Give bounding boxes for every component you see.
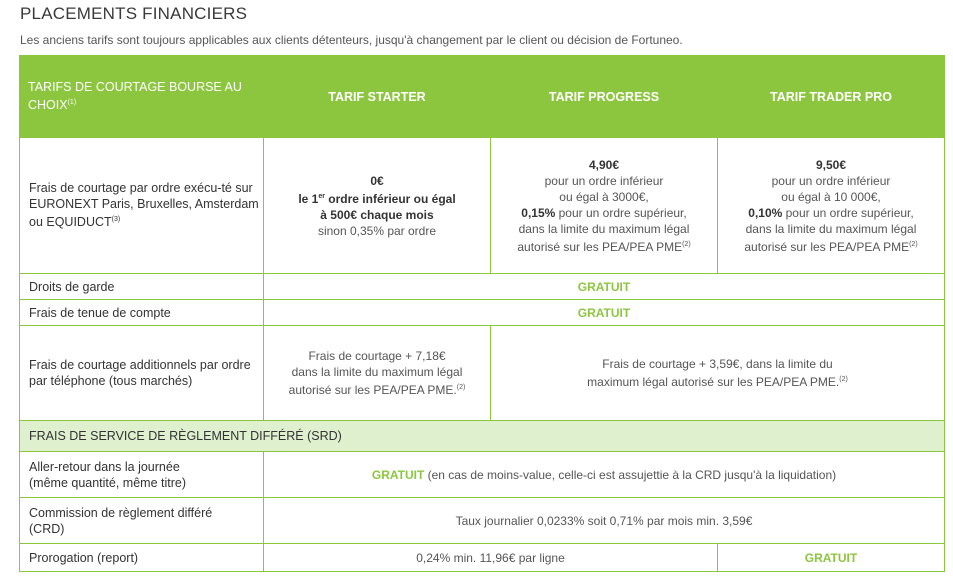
starter-tel-line-3	[264, 380, 490, 398]
starter-price: 0€	[370, 173, 384, 188]
trader-line-1: pour un ordre inférieur	[771, 173, 891, 188]
starter-tel-line-2: dans la limite du maximum légal	[291, 365, 463, 379]
footnote-ref: (2)	[839, 376, 848, 383]
cell-progress-courtage	[491, 138, 718, 274]
table-row-prorogation	[20, 544, 945, 572]
progress-line-2: ou égal à 3000€,	[559, 189, 649, 204]
trader-line-4: dans la limite du maximum légal	[745, 221, 917, 236]
header-tarifs-choix	[20, 56, 264, 138]
row-label: Frais de tenue de compte	[20, 300, 264, 326]
table-row-aller-retour	[20, 452, 945, 498]
other-tel-line-2	[491, 372, 944, 390]
table-header-row	[20, 56, 945, 138]
starter-line-1-pre: le 1	[298, 191, 319, 206]
trader-percentage: 0,10%	[748, 205, 783, 220]
trader-price: 9,50€	[815, 157, 847, 172]
page-title: PLACEMENTS FINANCIERS	[20, 4, 248, 23]
cell-trader-courtage	[718, 138, 945, 274]
starter-line-1	[264, 189, 490, 207]
starter-line-3: sinon 0,35% par ordre	[317, 223, 437, 238]
row-label-text: Frais de courtage par ordre exécu-té sur EURONEXT Paris, Bruxelles, Amsterdam ou EQUIDUCT	[29, 181, 259, 230]
section-header-srd	[20, 421, 945, 452]
row-label: Prorogation (report)	[20, 544, 264, 572]
trader-line-5-text: autorisé sur les PEA/PEA PME	[744, 239, 910, 254]
cell-prorogation-trader: GRATUIT	[718, 544, 945, 572]
header-tarifs-choix-label: TARIFS DE COURTAGE BOURSE AU CHOIX	[28, 80, 242, 113]
cell-other-telephone	[491, 326, 945, 421]
progress-percentage: 0,15%	[521, 205, 556, 220]
footnote-ref: (1)	[67, 99, 77, 107]
cell-prorogation-value: 0,24% min. 11,96€ par ligne	[264, 544, 718, 572]
progress-line-3-text: pour un ordre supérieur,	[555, 205, 687, 220]
aller-retour-note: (en cas de moins-value, celle-ci est assujettie à la CRD jusqu'à la liquidation)	[424, 467, 837, 482]
row-label-line-1: Commission de règlement différé	[29, 505, 213, 520]
cell-garde-value: GRATUIT	[264, 274, 945, 300]
starter-line-2: à 500€ chaque mois	[320, 207, 434, 222]
footnote-ref: (2)	[682, 240, 691, 248]
row-label: Droits de garde	[20, 274, 264, 300]
starter-line-1-post: ordre inférieur ou égal	[324, 191, 456, 206]
row-label-line-2: (même quantité, même titre)	[29, 475, 186, 490]
row-label-line-2: (CRD)	[29, 521, 65, 536]
trader-line-5	[718, 237, 944, 255]
cell-starter-courtage	[264, 138, 491, 274]
progress-price: 4,90€	[588, 157, 620, 172]
table-row-tenue-compte	[20, 300, 945, 326]
header-tarif-trader-pro: TARIF TRADER PRO	[718, 56, 945, 138]
trader-line-3	[718, 205, 944, 221]
cell-starter-telephone	[264, 326, 491, 421]
trader-line-3-text: pour un ordre supérieur,	[782, 205, 914, 220]
other-tel-line-1: Frais de courtage + 3,59€, dans la limite du	[602, 357, 833, 371]
footnote-ref: (2)	[456, 384, 466, 391]
cell-aller-retour-value	[264, 452, 945, 498]
row-label	[20, 498, 264, 544]
progress-line-5	[491, 237, 717, 255]
table-row-frais-courtage	[20, 138, 945, 274]
trader-line-2: ou égal à 10 000€,	[781, 189, 881, 204]
page-subtitle: Les anciens tarifs sont toujours applicables aux clients détenteurs, jusqu'à changement par le client ou décision de Fortuneo.	[20, 33, 683, 47]
row-label	[20, 452, 264, 498]
starter-tel-line-3-text: autorisé sur les PEA/PEA PME.	[288, 383, 457, 397]
footnote-ref: (2)	[909, 240, 918, 248]
progress-line-4: dans la limite du maximum légal	[518, 221, 690, 236]
table-row-droits-garde	[20, 274, 945, 300]
table-row-crd	[20, 498, 945, 544]
row-label: Frais de courtage additionnels par ordre par téléphone (tous marchés)	[20, 326, 264, 421]
progress-line-5-text: autorisé sur les PEA/PEA PME	[517, 239, 683, 254]
starter-tel-line-1: Frais de courtage + 7,18€	[308, 349, 446, 363]
row-label	[20, 138, 264, 274]
ordinal-suffix: er	[318, 192, 325, 200]
other-tel-line-2-text: maximum légal autorisé sur les PEA/PEA PME.	[587, 375, 840, 389]
footnote-ref: (3)	[111, 216, 121, 224]
cell-crd-value: Taux journalier 0,0233% soit 0,71% par mois min. 3,59€	[264, 498, 945, 544]
table-row-frais-telephone	[20, 326, 945, 421]
section-title-srd: FRAIS DE SERVICE DE RÈGLEMENT DIFFÉRÉ (SRD)	[20, 421, 945, 452]
tariff-table	[19, 55, 945, 572]
header-tarif-starter: TARIF STARTER	[264, 56, 491, 138]
row-label-line-1: Aller-retour dans la journée	[29, 459, 180, 474]
progress-line-1: pour un ordre inférieur	[544, 173, 664, 188]
progress-line-3	[491, 205, 717, 221]
header-tarif-progress: TARIF PROGRESS	[491, 56, 718, 138]
gratuit-label: GRATUIT	[371, 467, 425, 482]
cell-tenue-value: GRATUIT	[264, 300, 945, 326]
